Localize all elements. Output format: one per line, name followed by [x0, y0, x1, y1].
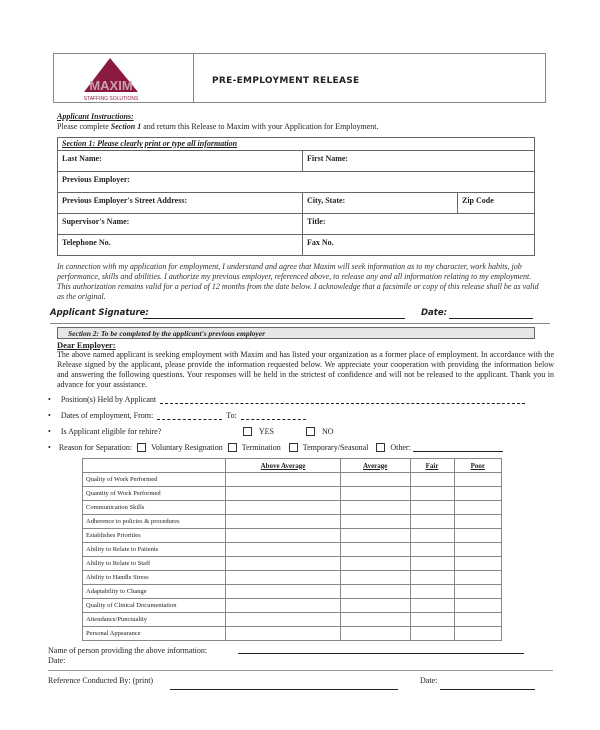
table-row [83, 529, 502, 543]
criterion-label: Ability to Relate to Staff [83, 557, 226, 571]
rating-cell[interactable] [454, 529, 501, 543]
section-1-form [57, 137, 535, 256]
reference-label: Reference Conducted By: (print) [48, 676, 154, 685]
other-label: Other: [390, 443, 411, 452]
telephone-field[interactable]: Telephone No. [58, 235, 303, 255]
authorization-text: In connection with my application for employment, I understand and agree that Maxim will seek information as to my character, work habits, job performance, skills and abilities. I authorize my previous employer, referenced above, to release any and all information relating to my employment. This authorization remains valid for a period of 12 months from the date below. I acknowledge that a facsimile or copy of this release shall be as valid as the original. [57, 262, 539, 301]
rating-cell[interactable] [340, 473, 410, 487]
table-row [83, 501, 502, 515]
temporary-seasonal-checkbox[interactable] [289, 443, 298, 452]
last-name-field[interactable]: Last Name: [58, 151, 303, 171]
rating-cell[interactable] [410, 515, 454, 529]
rating-cell[interactable] [340, 585, 410, 599]
dates-from-label: Dates of employment, From: [60, 411, 154, 420]
termination-label: Termination [241, 443, 281, 452]
instructions [57, 112, 537, 132]
termination-checkbox[interactable] [228, 443, 237, 452]
rating-cell[interactable] [340, 613, 410, 627]
rating-cell[interactable] [226, 557, 341, 571]
rating-cell[interactable] [340, 501, 410, 515]
rehire-label: Is Applicant eligible for rehire? [60, 427, 162, 436]
other-input[interactable] [413, 444, 503, 452]
ratings-table [82, 458, 502, 641]
rating-cell[interactable] [226, 613, 341, 627]
maxim-logo [54, 54, 194, 102]
signature-date-label: Date: [421, 308, 448, 318]
rating-cell[interactable] [454, 599, 501, 613]
table-row [83, 543, 502, 557]
rating-cell[interactable] [226, 543, 341, 557]
date-from-input[interactable] [157, 412, 222, 420]
column-header: Fair [410, 459, 454, 473]
rating-cell[interactable] [454, 543, 501, 557]
rating-cell[interactable] [340, 627, 410, 641]
criterion-label: Ability to Relate to Patients [83, 543, 226, 557]
street-address-field[interactable]: Previous Employer's Street Address: [58, 193, 303, 213]
no-checkbox[interactable] [306, 427, 315, 436]
rating-cell[interactable] [410, 529, 454, 543]
column-header: Above Average [226, 459, 341, 473]
column-header: Average [340, 459, 410, 473]
rating-cell[interactable] [340, 557, 410, 571]
yes-label: YES [258, 427, 274, 436]
rating-cell[interactable] [226, 571, 341, 585]
rating-cell[interactable] [454, 515, 501, 529]
yes-checkbox[interactable] [243, 427, 252, 436]
table-row [83, 613, 502, 627]
rating-cell[interactable] [226, 501, 341, 515]
rating-cell[interactable] [226, 515, 341, 529]
table-row [83, 571, 502, 585]
instructions-text-end: and return this Release to Maxim with your Application for Employment. [141, 122, 379, 131]
rating-cell[interactable] [410, 501, 454, 515]
rating-cell[interactable] [454, 487, 501, 501]
bullet-icon: • [48, 411, 51, 420]
reference-date-line[interactable] [440, 689, 535, 690]
rating-cell[interactable] [226, 599, 341, 613]
reference-date-label: Date: [420, 676, 438, 685]
criterion-label: Adaptability to Change [83, 585, 226, 599]
table-row [83, 557, 502, 571]
signature-date-line[interactable] [449, 318, 533, 319]
svg-text:MAXIM: MAXIM [89, 78, 133, 93]
criterion-label: Ability to Handle Stress [83, 571, 226, 585]
table-row [83, 515, 502, 529]
date-to-input[interactable] [241, 412, 306, 420]
section-2-heading: Section 2: To be completed by the applicant's previous employer [57, 327, 535, 339]
rating-cell[interactable] [340, 599, 410, 613]
rating-cell[interactable] [454, 557, 501, 571]
dates-to-label: To: [226, 411, 237, 420]
zip-code-field[interactable]: Zip Code [462, 196, 494, 205]
section-2-body: The above named applicant is seeking employment with Maxim and has listed your organization as a former place of employment. In accordance with the Release signed by the applicant, please provide the information requested below. We appreciate your cooperation with providing the information below and answering the following questions. Your responses will be held in the strictest of confidence and will not be released to the applicant. Thank you in advance for your assistance. [57, 350, 554, 389]
corner-cell [83, 459, 226, 473]
bullet-icon: • [48, 443, 51, 452]
instructions-section: Section 1 [110, 122, 142, 131]
rating-cell[interactable] [410, 627, 454, 641]
table-row [83, 487, 502, 501]
rating-cell[interactable] [454, 473, 501, 487]
column-header: Poor [454, 459, 501, 473]
position-input[interactable] [160, 396, 525, 404]
rating-cell[interactable] [410, 585, 454, 599]
provider-label: Name of person providing the above information: [48, 646, 208, 655]
table-row [83, 585, 502, 599]
svg-text:STAFFING SOLUTIONS: STAFFING SOLUTIONS [83, 96, 139, 102]
logo-triangle-icon [54, 54, 194, 104]
first-name-field[interactable]: First Name: [307, 154, 349, 163]
rating-cell[interactable] [226, 487, 341, 501]
rating-cell[interactable] [340, 571, 410, 585]
instructions-text: Please complete [57, 122, 111, 131]
page-title: PRE-EMPLOYMENT RELEASE [212, 76, 360, 86]
rating-cell[interactable] [454, 501, 501, 515]
section-1-heading: Section 1: Please clearly print or type all information [62, 139, 238, 148]
criterion-label: Quality of Work Performed [83, 473, 226, 487]
rating-cell[interactable] [410, 557, 454, 571]
reason-label: Reason for Separation: [58, 443, 133, 452]
bullet-icon: • [48, 427, 51, 436]
criterion-label: Personal Appearance [83, 627, 226, 641]
table-row [83, 473, 502, 487]
voluntary-resignation-checkbox[interactable] [137, 443, 146, 452]
table-row [83, 627, 502, 641]
rating-cell[interactable] [340, 487, 410, 501]
supervisor-name-field[interactable]: Supervisor's Name: [58, 214, 303, 234]
rating-cell[interactable] [454, 627, 501, 641]
rating-cell[interactable] [340, 529, 410, 543]
criterion-label: Establishes Priorities [83, 529, 226, 543]
signature-line[interactable] [143, 318, 405, 319]
greeting: Dear Employer: [57, 340, 116, 350]
rating-cell[interactable] [226, 473, 341, 487]
provider-line[interactable] [238, 653, 524, 654]
rating-cell[interactable] [410, 571, 454, 585]
previous-employer-field[interactable]: Previous Employer: [62, 175, 131, 184]
rating-cell[interactable] [454, 613, 501, 627]
voluntary-resignation-label: Voluntary Resignation [151, 443, 223, 452]
title-field[interactable]: Title: [307, 217, 326, 226]
rating-cell[interactable] [410, 613, 454, 627]
rating-cell[interactable] [454, 571, 501, 585]
table-row [83, 599, 502, 613]
rating-cell[interactable] [340, 515, 410, 529]
rating-cell[interactable] [410, 599, 454, 613]
no-label: NO [321, 427, 334, 436]
provider-date-label: Date: [48, 656, 66, 665]
signature-label: Applicant Signature: [50, 308, 149, 318]
criterion-label: Adherence to policies & procedures [83, 515, 226, 529]
rating-cell[interactable] [226, 585, 341, 599]
other-checkbox[interactable] [376, 443, 385, 452]
rating-cell[interactable] [340, 543, 410, 557]
rating-cell[interactable] [226, 627, 341, 641]
position-label: Position(s) Held by Applicant [60, 395, 157, 404]
reference-line[interactable] [170, 689, 398, 690]
instructions-heading: Applicant Instructions: [57, 112, 134, 121]
fax-field[interactable]: Fax No. [307, 238, 334, 247]
rating-cell[interactable] [410, 543, 454, 557]
rating-cell[interactable] [226, 529, 341, 543]
divider [48, 670, 553, 671]
temporary-seasonal-label: Temporary/Seasonal [302, 443, 369, 452]
criterion-label: Quality of Clinical Documentation [83, 599, 226, 613]
header-box [53, 53, 546, 103]
city-state-field[interactable]: City, State: [303, 193, 458, 213]
bullet-icon: • [48, 395, 51, 404]
criterion-label: Quantity of Work Performed [83, 487, 226, 501]
criterion-label: Communication Skills [83, 501, 226, 515]
rating-cell[interactable] [410, 473, 454, 487]
criterion-label: Attendance/Punctuality [83, 613, 226, 627]
rating-cell[interactable] [410, 487, 454, 501]
rating-cell[interactable] [454, 585, 501, 599]
divider [50, 323, 550, 324]
